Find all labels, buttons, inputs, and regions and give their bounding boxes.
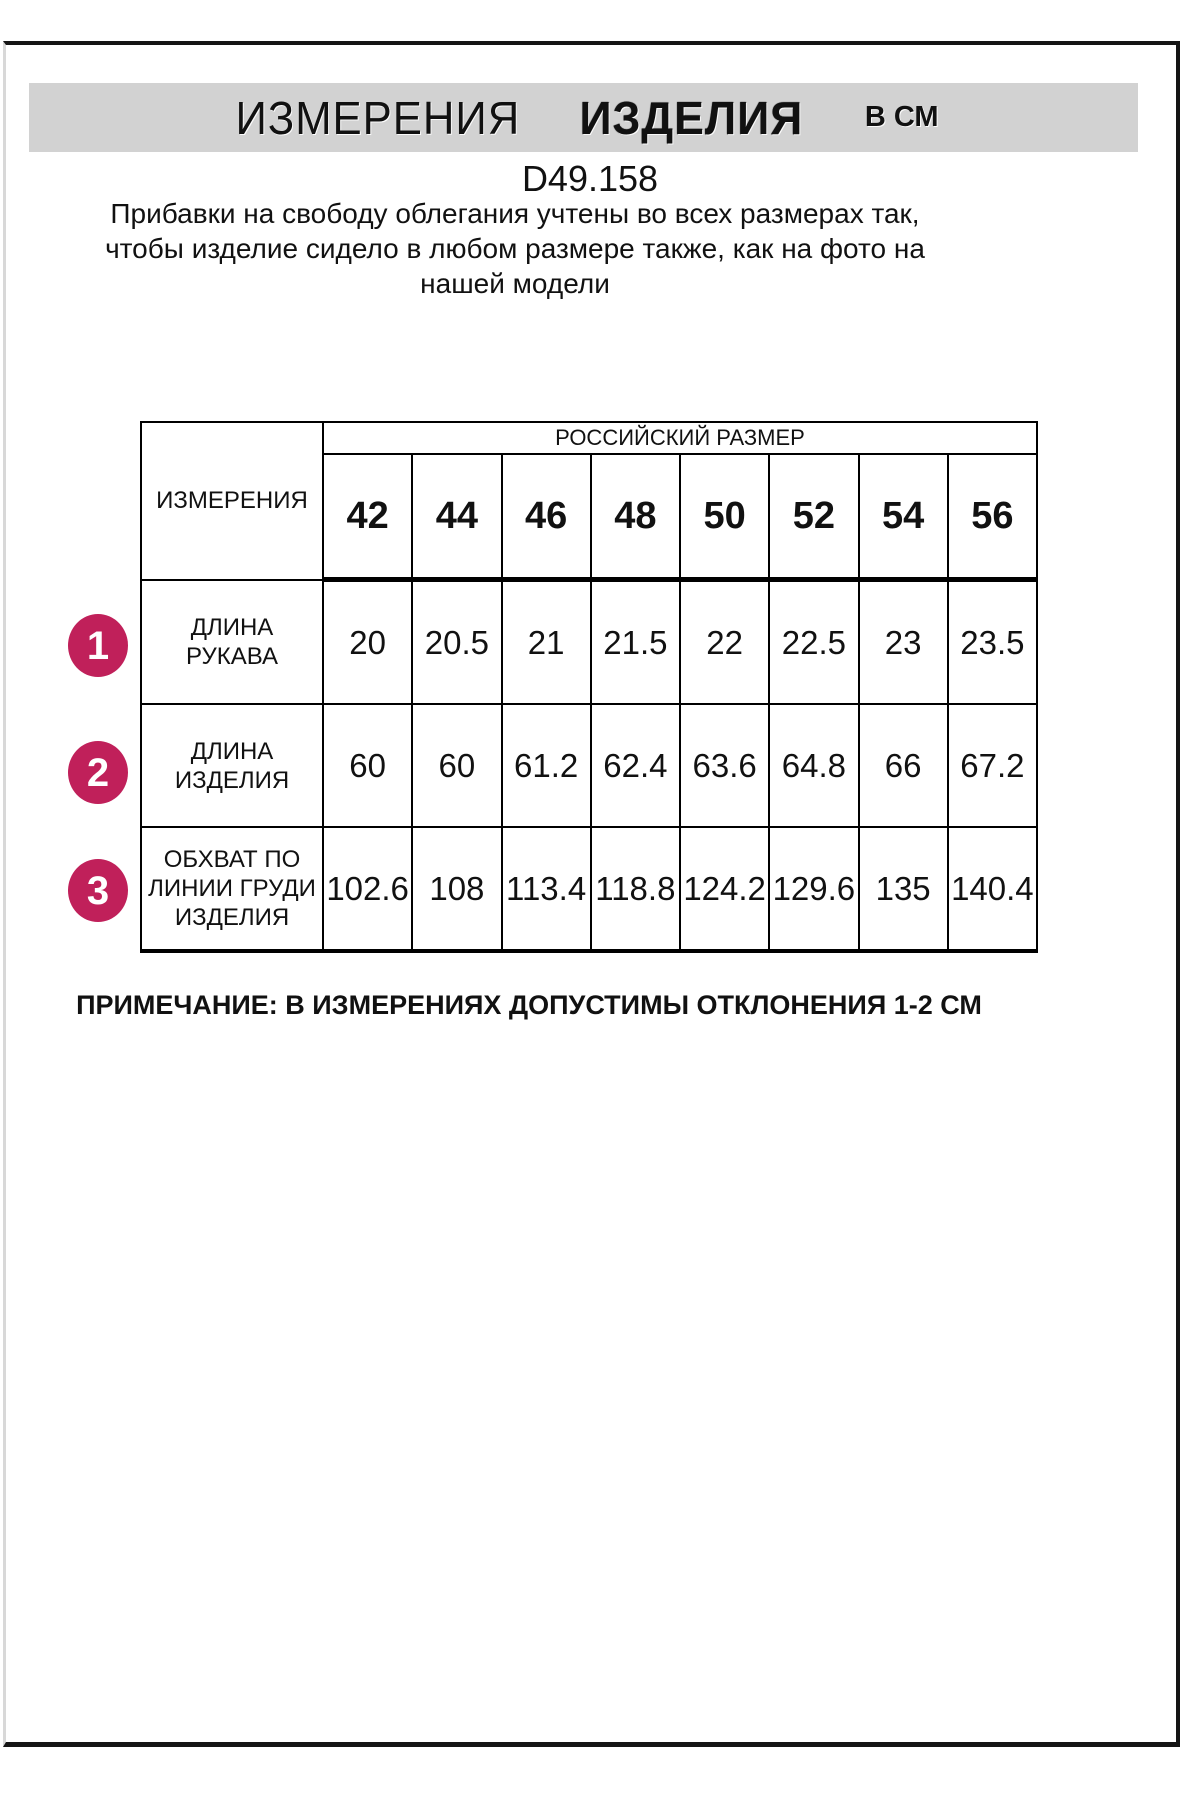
size-table — [140, 421, 1038, 953]
row-label-line: ИЗДЕЛИЯ — [174, 904, 290, 931]
measurements-column-header: ИЗМЕРЕНИЯ — [141, 422, 323, 580]
measurement-value-cell: 21 — [502, 580, 591, 705]
table-row-chest-girth — [141, 827, 1037, 951]
measurement-value-cell: 102.6 — [323, 827, 412, 951]
row-number-badge-3: 3 — [68, 859, 128, 922]
measurement-value-cell: 66 — [859, 704, 948, 827]
row-label-cell — [141, 827, 323, 951]
measurement-value-cell: 135 — [859, 827, 948, 951]
measurement-value-cell: 113.4 — [502, 827, 591, 951]
size-column-header: 52 — [769, 454, 858, 580]
row-label-line: ОБХВАТ ПО — [163, 846, 301, 873]
size-column-header: 46 — [502, 454, 591, 580]
row-label-cell — [141, 580, 323, 705]
measurement-value-cell: 22 — [680, 580, 769, 705]
row-label-line: ИЗДЕЛИЯ — [174, 766, 290, 794]
measurement-value-cell: 67.2 — [948, 704, 1037, 827]
row-label-line: ДЛИНА — [190, 737, 274, 765]
measurement-value-cell: 61.2 — [502, 704, 591, 827]
table-group-header-row — [141, 422, 1037, 454]
measurement-value-cell: 23.5 — [948, 580, 1037, 705]
measurement-value-cell: 60 — [323, 704, 412, 827]
measurement-value-cell: 20 — [323, 580, 412, 705]
row-label-cell — [141, 704, 323, 827]
measurement-value-cell: 118.8 — [591, 827, 680, 951]
size-column-header: 42 — [323, 454, 412, 580]
table-row-item-length — [141, 704, 1037, 827]
measurement-value-cell: 64.8 — [769, 704, 858, 827]
measurement-value-cell: 62.4 — [591, 704, 680, 827]
product-code: D49.158 — [521, 158, 659, 199]
measurement-value-cell: 23 — [859, 580, 948, 705]
measurement-value-cell: 108 — [412, 827, 501, 951]
measurement-value-cell: 22.5 — [769, 580, 858, 705]
description-text: Прибавки на свободу облегания учтены во всех размерах так, чтобы изделие сидело в любом размере также, как на фото на нашей модели — [105, 198, 925, 299]
size-column-header: 48 — [591, 454, 680, 580]
header-bar — [29, 83, 1138, 152]
row-label-line: ЛИНИИ ГРУДИ — [148, 875, 316, 902]
size-column-header: 44 — [412, 454, 501, 580]
measurement-value-cell: 21.5 — [591, 580, 680, 705]
table-row-sleeve-length — [141, 580, 1037, 705]
note-text: ПРИМЕЧАНИЕ: В ИЗМЕРЕНИЯХ ДОПУСТИМЫ ОТКЛОНЕНИЯ 1-2 СМ — [76, 990, 982, 1020]
header-title-word1: ИЗМЕРЕНИЯ — [235, 91, 521, 144]
measurement-value-cell: 129.6 — [769, 827, 858, 951]
measurement-value-cell: 63.6 — [680, 704, 769, 827]
measurement-value-cell: 140.4 — [948, 827, 1037, 951]
size-column-header: 50 — [680, 454, 769, 580]
header-title-word2: ИЗДЕЛИЯ — [579, 91, 804, 144]
measurement-value-cell: 60 — [412, 704, 501, 827]
row-label-line: ДЛИНА РУКАВА — [186, 613, 278, 670]
row-number-badge-2: 2 — [68, 741, 128, 804]
row-number-badge-1: 1 — [68, 614, 128, 677]
size-group-header: РОССИЙСКИЙ РАЗМЕР — [323, 422, 1037, 454]
measurement-value-cell: 20.5 — [412, 580, 501, 705]
size-column-header: 54 — [859, 454, 948, 580]
header-units-label: В СМ — [864, 101, 939, 133]
size-column-header: 56 — [948, 454, 1037, 580]
measurement-value-cell: 124.2 — [680, 827, 769, 951]
